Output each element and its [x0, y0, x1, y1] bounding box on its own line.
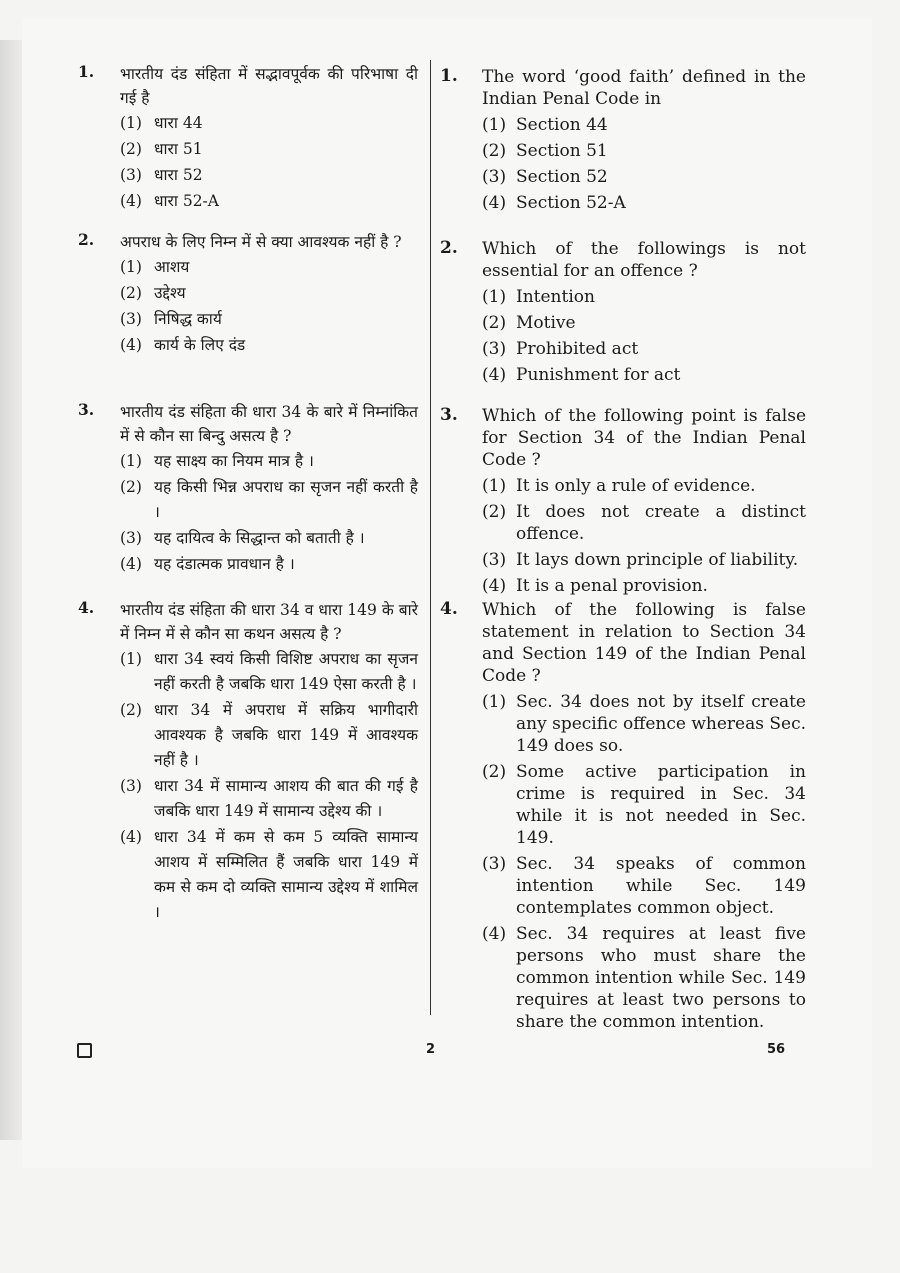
option: (3) धारा 34 में सामान्य आशय की बात की गई है जबकि धारा 149 में सामान्य उद्देश्य की ।	[120, 777, 418, 820]
option: (2) Some active participation in crime is required in Sec. 34 while it is not needed in Sec. 149.	[482, 762, 806, 848]
option: (4) Sec. 34 requires at least five persons who must share the common intention while Sec. 149 requires at least two persons to share the common intention.	[482, 924, 806, 1032]
option: (1) यह साक्ष्य का नियम मात्र है ।	[120, 452, 314, 470]
option: (3) Section 52	[482, 167, 608, 187]
page-number: 2	[426, 1042, 436, 1057]
column-divider	[430, 60, 431, 1015]
question-text: भारतीय दंड संहिता की धारा 34 व धारा 149 के बारे में निम्न में से कौन सा कथन असत्य है ?	[120, 601, 418, 643]
question-text: Which of the followings is not essential for an offence ?	[482, 239, 806, 281]
option: (4) कार्य के लिए दंड	[120, 336, 246, 354]
option: (2) धारा 51	[120, 140, 203, 158]
option: (4) धारा 52-A	[120, 192, 219, 210]
question-text: Which of the following point is false for Section 34 of the Indian Penal Code ?	[482, 406, 806, 470]
option: (3) निषिद्ध कार्य	[120, 310, 222, 328]
hindi-question-2	[78, 230, 418, 358]
english-question-2	[440, 238, 806, 386]
question-text: Which of the following is false statement in relation to Section 34 and Section 149 of the Indian Penal Code ?	[482, 600, 806, 686]
option: (2) Motive	[482, 313, 576, 333]
question-text: The word ‘good faith’ defined in the Indian Penal Code in	[482, 67, 806, 109]
option: (3) यह दायित्व के सिद्धान्त को बताती है ।	[120, 529, 365, 547]
option: (4) यह दंडात्मक प्रावधान है ।	[120, 555, 295, 573]
option: (4) Punishment for act	[482, 365, 681, 385]
option: (3) Prohibited act	[482, 339, 639, 359]
page-marker-square	[77, 1043, 92, 1058]
question-number: 2.	[440, 238, 458, 258]
option: (1) धारा 44	[120, 114, 203, 132]
question-text: भारतीय दंड संहिता की धारा 34 के बारे में निम्नांकित में से कौन सा बिन्दु असत्य है ?	[120, 403, 418, 445]
hindi-question-3	[78, 400, 418, 577]
option: (1) Intention	[482, 287, 595, 307]
hindi-question-1	[78, 62, 418, 214]
option: (1) It is only a rule of evidence.	[482, 476, 756, 496]
question-number: 2.	[78, 230, 95, 249]
option: (2) उद्देश्य	[120, 284, 186, 302]
option: (4) It is a penal provision.	[482, 576, 708, 596]
option: (1) आशय	[120, 258, 190, 276]
option: (2) धारा 34 में अपराध में सक्रिय भागीदारी आवश्यक है जबकि धारा 149 में आवश्यक नहीं है ।	[120, 701, 418, 769]
option: (4) Section 52-A	[482, 193, 626, 213]
question-number: 4.	[78, 598, 95, 617]
question-text: अपराध के लिए निम्न में से क्या आवश्यक नहीं है ?	[120, 233, 402, 251]
option: (3) Sec. 34 speaks of common intention while Sec. 149 contemplates common object.	[482, 854, 806, 918]
english-question-4	[440, 599, 806, 1033]
option: (3) It lays down principle of liability.	[482, 550, 799, 570]
question-number: 1.	[440, 66, 458, 86]
booklet-code: 56	[767, 1042, 786, 1057]
option: (1) धारा 34 स्वयं किसी विशिष्ट अपराध का सृजन नहीं करती है जबकि धारा 149 ऐसा करती है ।	[120, 650, 418, 693]
option: (2) Section 51	[482, 141, 608, 161]
question-number: 4.	[440, 599, 458, 619]
option: (1) Sec. 34 does not by itself create any specific offence whereas Sec. 149 does so.	[482, 692, 806, 756]
question-text: भारतीय दंड संहिता में सद्भावपूर्वक की परिभाषा दी गई है	[120, 65, 418, 107]
english-question-1	[440, 66, 806, 214]
question-number: 1.	[78, 62, 95, 81]
option: (2) It does not create a distinct offence.	[482, 502, 806, 544]
hindi-question-4	[78, 598, 418, 925]
option: (4) धारा 34 में कम से कम 5 व्यक्ति सामान्य आशय में सम्मिलित हैं जबकि धारा 149 में कम से कम दो व्यक्ति सामान्य उद्देश्य में शामिल ।	[120, 828, 418, 921]
english-question-3	[440, 405, 806, 597]
scan-edge	[0, 40, 22, 1140]
option: (2) यह किसी भिन्न अपराध का सृजन नहीं करती है ।	[120, 478, 418, 521]
option: (1) Section 44	[482, 115, 608, 135]
option: (3) धारा 52	[120, 166, 203, 184]
question-number: 3.	[78, 400, 95, 419]
question-number: 3.	[440, 405, 458, 425]
